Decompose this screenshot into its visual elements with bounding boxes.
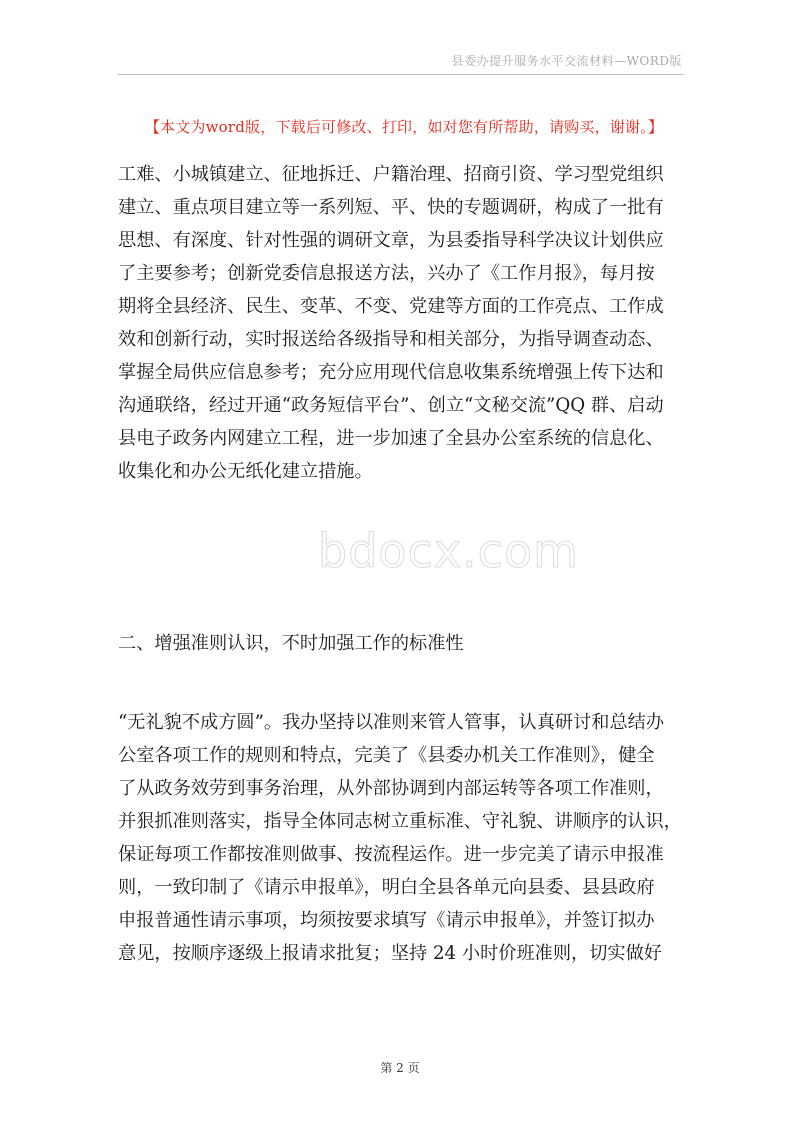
paragraph-line: 公室各项工作的规则和特点，完美了《县委办机关工作准则》，健全: [118, 745, 655, 766]
paragraph-2: [118, 706, 684, 970]
paragraph-line: 保证每项工作都按准则做事、按流程运作。进一步完美了请示申报准: [118, 844, 664, 865]
paragraph-line: 思想、有深度、针对性强的调研文章，为县委指导科学决议计划供应: [118, 230, 664, 251]
paragraph-line: 则，一致印制了《请示申报单》，明白全县各单元向县委、县县政府: [118, 877, 655, 898]
paragraph-line: 收集化和办公无纸化建立措施。: [118, 461, 373, 482]
paragraph-line: 沟通联络，经过开通“政务短信平台”、创立“文秘交流”QQ 群、启动: [118, 395, 664, 416]
paragraph-1: [118, 158, 684, 488]
paragraph-line: 工难、小城镇建立、征地拆迁、户籍治理、招商引资、学习型党组织: [118, 164, 664, 185]
paragraph-line: 了主要参考；创新党委信息报送方法，兴办了《工作月报》，每月按: [118, 263, 655, 284]
paragraph-line: 县电子政务内网建立工程，进一步加速了全县办公室系统的信息化、: [118, 428, 664, 449]
paragraph-line: 效和创新行动，实时报送给各级指导和相关部分，为指导调查动态、: [118, 329, 664, 350]
paragraph-line: 了从政务效劳到事务治理，从外部协调到内部运转等各项工作准则，: [118, 778, 664, 799]
paragraph-line: “无礼貌不成方圆”。我办坚持以准则来管人管事，认真研讨和总结办: [118, 712, 665, 733]
paragraph-line: 意见，按顺序逐级上报请求批复；坚持 24 小时价班准则，切实做好: [118, 943, 662, 964]
page-header-title: 县委办提升服务水平交流材料—WORD版: [451, 54, 682, 68]
paragraph-line: 掌握全局供应信息参考；充分应用现代信息收集系统增强上传下达和: [118, 362, 664, 383]
watermark: bdocx.com: [318, 524, 579, 578]
paragraph-line: 申报普通性请示事项，均须按要求填写《请示申报单》，并签订拟办: [118, 910, 655, 931]
section-heading: 二、增强准则认识，不时加强工作的标准性: [118, 633, 464, 654]
paragraph-line: 期将全县经济、民生、变革、不变、党建等方面的工作亮点、工作成: [118, 296, 664, 317]
paragraph-line: 并狠抓准则落实，指导全体同志树立重标准、守礼貌、讲顺序的认识，: [118, 811, 682, 832]
header-divider: [118, 74, 684, 75]
download-notice: 【本文为word版，下载后可修改、打印，如对您有所帮助，请购买，谢谢。】: [144, 118, 664, 136]
page-number: 第 2 页: [380, 1061, 420, 1075]
paragraph-line: 建立、重点项目建立等一系列短、平、快的专题调研，构成了一批有: [118, 197, 664, 218]
